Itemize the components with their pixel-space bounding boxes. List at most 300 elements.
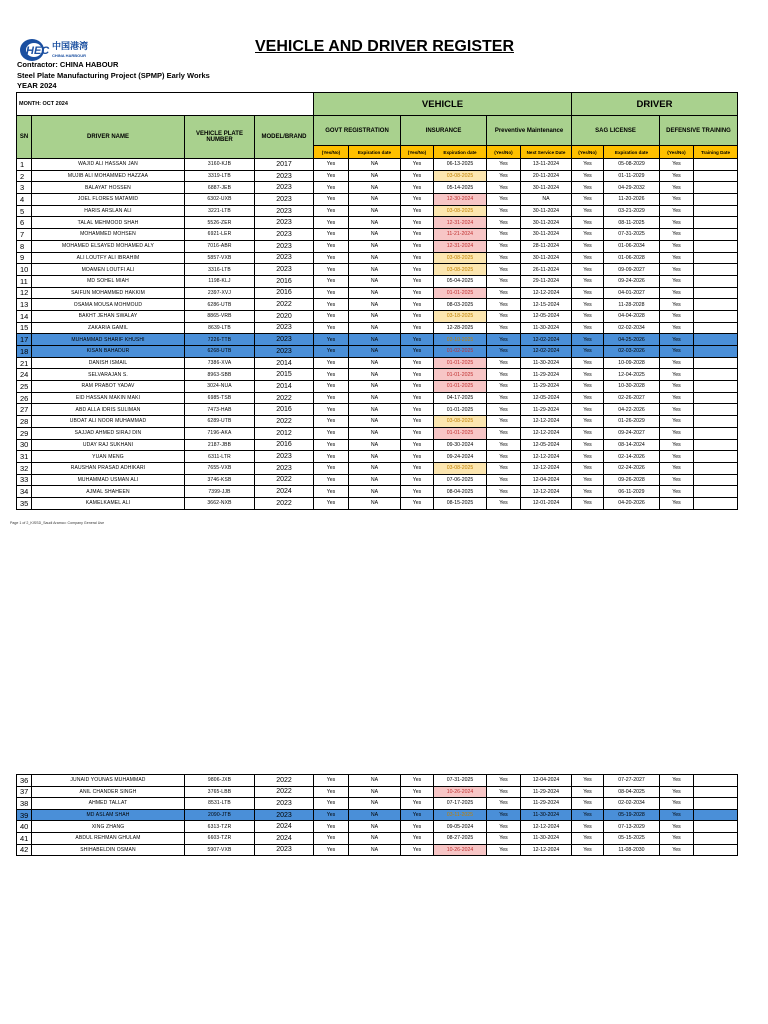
- cell-govt-yesno: Yes: [314, 786, 349, 798]
- cell-training-date: [694, 381, 738, 393]
- project-label: Steel Plate Manufacturing Project (SPMP) Early Works: [17, 71, 210, 80]
- table-row: [17, 451, 738, 463]
- cell-govt-yesno: Yes: [314, 252, 349, 264]
- cell-govt-expiry: NA: [349, 486, 401, 498]
- cell-sn: 9: [17, 252, 32, 264]
- cell-govt-yesno: Yes: [314, 310, 349, 322]
- year-label: YEAR 2024: [17, 81, 57, 90]
- cell-maintenance-yesno: Yes: [487, 474, 521, 486]
- col-sn: SN: [17, 116, 32, 159]
- cell-maintenance-yesno: Yes: [487, 844, 521, 856]
- cell-sag-expiry: 02-02-2034: [604, 322, 660, 334]
- cell-training-date: [694, 474, 738, 486]
- cell-model: 2020: [255, 310, 314, 322]
- cell-sag-expiry: 08-11-2025: [604, 217, 660, 229]
- cell-model: 2016: [255, 275, 314, 287]
- driver-group-header: DRIVER: [572, 93, 738, 116]
- cell-model: 2023: [255, 264, 314, 276]
- cell-maintenance-yesno: Yes: [487, 486, 521, 498]
- cell-insurance-expiry: 08-03-2025: [434, 299, 487, 311]
- cell-model: 2023: [255, 462, 314, 474]
- cell-sag-yesno: Yes: [572, 310, 604, 322]
- col-defensive-training: DEFENSIVE TRAINING: [660, 116, 738, 146]
- cell-insurance-yesno: Yes: [401, 427, 434, 439]
- cell-next-service: 30-11-2024: [521, 217, 572, 229]
- table-row: [17, 240, 738, 252]
- cell-model: 2016: [255, 287, 314, 299]
- cell-insurance-expiry: 05-04-2025: [434, 275, 487, 287]
- cell-training-yesno: Yes: [660, 369, 694, 381]
- cell-insurance-expiry: 01-02-2025: [434, 346, 487, 358]
- cell-insurance-yesno: Yes: [401, 194, 434, 206]
- svg-text:CHINA HARBOUR: CHINA HARBOUR: [52, 53, 87, 58]
- cell-sag-expiry: 09-24-2027: [604, 427, 660, 439]
- cell-maintenance-yesno: Yes: [487, 252, 521, 264]
- cell-sn: 11: [17, 275, 32, 287]
- cell-insurance-expiry: 03-08-2025: [434, 252, 487, 264]
- cell-training-yesno: Yes: [660, 392, 694, 404]
- cell-sag-yesno: Yes: [572, 159, 604, 171]
- cell-insurance-yesno: Yes: [401, 844, 434, 856]
- cell-plate: 6603-TZR: [185, 832, 255, 844]
- table-row: [17, 809, 738, 821]
- cell-plate: 7196-AKA: [185, 427, 255, 439]
- cell-insurance-expiry: 01-01-2025: [434, 404, 487, 416]
- cell-training-date: [694, 252, 738, 264]
- cell-maintenance-yesno: Yes: [487, 404, 521, 416]
- cell-govt-expiry: NA: [349, 275, 401, 287]
- sub-yes-no: (Yes/No): [314, 146, 349, 159]
- cell-training-yesno: Yes: [660, 310, 694, 322]
- cell-insurance-expiry: 01-01-2025: [434, 287, 487, 299]
- cell-insurance-yesno: Yes: [401, 275, 434, 287]
- cell-insurance-yesno: Yes: [401, 310, 434, 322]
- sub-yes-no: (Yes/No): [572, 146, 604, 159]
- cell-plate: 3160-KJB: [185, 159, 255, 171]
- cell-sag-yesno: Yes: [572, 182, 604, 194]
- cell-sag-expiry: 02-26-2027: [604, 392, 660, 404]
- cell-training-date: [694, 369, 738, 381]
- cell-sag-yesno: Yes: [572, 170, 604, 182]
- cell-maintenance-yesno: Yes: [487, 287, 521, 299]
- cell-model: 2022: [255, 416, 314, 428]
- cell-training-yesno: Yes: [660, 194, 694, 206]
- cell-govt-expiry: NA: [349, 497, 401, 509]
- cell-training-yesno: Yes: [660, 205, 694, 217]
- cell-model: 2022: [255, 474, 314, 486]
- cell-driver-name: ANIL CHANDER SINGH: [32, 786, 185, 798]
- cell-next-service: 12-02-2024: [521, 334, 572, 346]
- cell-insurance-expiry: 02-10-2025: [434, 334, 487, 346]
- cell-insurance-expiry: 03-08-2025: [434, 264, 487, 276]
- cell-insurance-yesno: Yes: [401, 474, 434, 486]
- cell-next-service: 11-30-2024: [521, 357, 572, 369]
- cell-model: 2023: [255, 229, 314, 241]
- cell-insurance-yesno: Yes: [401, 205, 434, 217]
- cell-maintenance-yesno: Yes: [487, 322, 521, 334]
- cell-training-yesno: Yes: [660, 299, 694, 311]
- cell-insurance-yesno: Yes: [401, 486, 434, 498]
- cell-sn: 26: [17, 392, 32, 404]
- cell-model: 2023: [255, 346, 314, 358]
- cell-model: 2023: [255, 170, 314, 182]
- cell-training-date: [694, 229, 738, 241]
- cell-govt-yesno: Yes: [314, 474, 349, 486]
- cell-driver-name: BALAYAT HOSSEN: [32, 182, 185, 194]
- cell-training-date: [694, 439, 738, 451]
- cell-insurance-yesno: Yes: [401, 346, 434, 358]
- cell-training-date: [694, 357, 738, 369]
- cell-sn: 2: [17, 170, 32, 182]
- cell-maintenance-yesno: Yes: [487, 217, 521, 229]
- cell-plate: 5857-VXB: [185, 252, 255, 264]
- page-footer: Page 1 of 2_KISSD_Saudi Aramco: Company General Use: [10, 521, 105, 525]
- col-sag-license: SAG LICENSE: [572, 116, 660, 146]
- cell-insurance-expiry: 07-06-2025: [434, 474, 487, 486]
- cell-training-date: [694, 775, 738, 787]
- cell-insurance-expiry: 01-01-2025: [434, 357, 487, 369]
- cell-govt-expiry: NA: [349, 357, 401, 369]
- cell-insurance-expiry: 05-14-2025: [434, 182, 487, 194]
- cell-insurance-expiry: 09-30-2024: [434, 439, 487, 451]
- cell-insurance-expiry: 01-01-2025: [434, 381, 487, 393]
- cell-sag-yesno: Yes: [572, 217, 604, 229]
- cell-maintenance-yesno: Yes: [487, 392, 521, 404]
- cell-govt-yesno: Yes: [314, 832, 349, 844]
- cell-next-service: 12-12-2024: [521, 462, 572, 474]
- cell-next-service: 12-15-2024: [521, 299, 572, 311]
- cell-sag-yesno: Yes: [572, 369, 604, 381]
- cell-plate: 8639-LTB: [185, 322, 255, 334]
- cell-insurance-expiry: 09-05-2024: [434, 821, 487, 833]
- cell-sn: 12: [17, 287, 32, 299]
- cell-govt-yesno: Yes: [314, 194, 349, 206]
- cell-govt-expiry: NA: [349, 170, 401, 182]
- cell-driver-name: MUHAMMAD USMAN ALI: [32, 474, 185, 486]
- cell-sag-expiry: 09-09-2027: [604, 264, 660, 276]
- cell-govt-expiry: NA: [349, 462, 401, 474]
- cell-model: 2023: [255, 334, 314, 346]
- cell-model: 2024: [255, 832, 314, 844]
- cell-plate: 1198-KLJ: [185, 275, 255, 287]
- cell-sn: 1: [17, 159, 32, 171]
- cell-sn: 36: [17, 775, 32, 787]
- cell-plate: 7399-JJB: [185, 486, 255, 498]
- cell-training-yesno: Yes: [660, 497, 694, 509]
- cell-sag-yesno: Yes: [572, 381, 604, 393]
- cell-driver-name: RAM PRABOT YADAV: [32, 381, 185, 393]
- cell-maintenance-yesno: Yes: [487, 205, 521, 217]
- cell-sn: 5: [17, 205, 32, 217]
- cell-govt-yesno: Yes: [314, 217, 349, 229]
- cell-govt-yesno: Yes: [314, 287, 349, 299]
- cell-plate: 7655-VXB: [185, 462, 255, 474]
- cell-insurance-yesno: Yes: [401, 451, 434, 463]
- cell-sag-yesno: Yes: [572, 357, 604, 369]
- cell-training-date: [694, 844, 738, 856]
- cell-model: 2016: [255, 439, 314, 451]
- cell-sag-expiry: 04-22-2026: [604, 404, 660, 416]
- table-row: [17, 170, 738, 182]
- cell-maintenance-yesno: Yes: [487, 369, 521, 381]
- cell-sn: 31: [17, 451, 32, 463]
- cell-insurance-expiry: 03-08-2025: [434, 205, 487, 217]
- cell-model: 2023: [255, 240, 314, 252]
- contractor-label: Contractor: CHINA HABOUR: [17, 60, 119, 69]
- cell-sag-yesno: Yes: [572, 462, 604, 474]
- cell-govt-expiry: NA: [349, 439, 401, 451]
- cell-plate: 7473-HAB: [185, 404, 255, 416]
- cell-sn: 38: [17, 798, 32, 810]
- cell-sag-expiry: 04-01-2027: [604, 287, 660, 299]
- cell-sag-expiry: 07-13-2029: [604, 821, 660, 833]
- cell-sag-expiry: 05-19-2028: [604, 809, 660, 821]
- table-row: [17, 322, 738, 334]
- cell-training-date: [694, 322, 738, 334]
- cell-plate: 3319-LTB: [185, 170, 255, 182]
- cell-sag-expiry: 11-20-2026: [604, 194, 660, 206]
- cell-sag-yesno: Yes: [572, 451, 604, 463]
- cell-maintenance-yesno: Yes: [487, 775, 521, 787]
- cell-sag-expiry: 11-08-2030: [604, 844, 660, 856]
- cell-sag-yesno: Yes: [572, 474, 604, 486]
- cell-insurance-yesno: Yes: [401, 392, 434, 404]
- col-model: MODEL/BRAND: [255, 116, 314, 159]
- cell-sag-yesno: Yes: [572, 392, 604, 404]
- cell-insurance-expiry: 10-26-2024: [434, 844, 487, 856]
- cell-govt-yesno: Yes: [314, 809, 349, 821]
- cell-govt-yesno: Yes: [314, 486, 349, 498]
- cell-next-service: 12-12-2024: [521, 427, 572, 439]
- cell-maintenance-yesno: Yes: [487, 346, 521, 358]
- cell-insurance-expiry: 10-26-2024: [434, 786, 487, 798]
- cell-maintenance-yesno: Yes: [487, 439, 521, 451]
- cell-insurance-expiry: 03-08-2025: [434, 462, 487, 474]
- cell-insurance-yesno: Yes: [401, 252, 434, 264]
- cell-training-yesno: Yes: [660, 809, 694, 821]
- cell-training-date: [694, 240, 738, 252]
- cell-maintenance-yesno: Yes: [487, 194, 521, 206]
- cell-sag-expiry: 06-11-2029: [604, 486, 660, 498]
- table-row: [17, 159, 738, 171]
- cell-driver-name: BAKHT JEHAN SWALAY: [32, 310, 185, 322]
- cell-govt-expiry: NA: [349, 474, 401, 486]
- cell-govt-expiry: NA: [349, 381, 401, 393]
- cell-next-service: 11-30-2024: [521, 809, 572, 821]
- cell-plate: 6289-UTB: [185, 416, 255, 428]
- cell-model: 2015: [255, 369, 314, 381]
- cell-govt-expiry: NA: [349, 798, 401, 810]
- cell-insurance-expiry: 12-31-2024: [434, 240, 487, 252]
- cell-sn: 28: [17, 416, 32, 428]
- cell-training-date: [694, 404, 738, 416]
- cell-training-yesno: Yes: [660, 427, 694, 439]
- cell-plate: 7016-ABR: [185, 240, 255, 252]
- cell-govt-expiry: NA: [349, 205, 401, 217]
- cell-insurance-yesno: Yes: [401, 287, 434, 299]
- cell-model: 2022: [255, 497, 314, 509]
- vehicle-group-header: VEHICLE: [314, 93, 572, 116]
- cell-maintenance-yesno: Yes: [487, 182, 521, 194]
- cell-training-yesno: Yes: [660, 474, 694, 486]
- cell-sag-yesno: Yes: [572, 229, 604, 241]
- cell-model: 2023: [255, 205, 314, 217]
- cell-next-service: 11-30-2024: [521, 832, 572, 844]
- cell-model: 2023: [255, 182, 314, 194]
- col-plate: VEHICLE PLATE NUMBER: [185, 116, 255, 159]
- cell-sag-expiry: 05-15-2025: [604, 832, 660, 844]
- sub-expiration-date: Expiration date: [604, 146, 660, 159]
- cell-maintenance-yesno: Yes: [487, 264, 521, 276]
- cell-plate: 3662-NXB: [185, 497, 255, 509]
- cell-insurance-expiry: 08-27-2025: [434, 832, 487, 844]
- register-table-page2: [16, 774, 738, 856]
- cell-driver-name: HARIS ARSLAN ALI: [32, 205, 185, 217]
- cell-sag-yesno: Yes: [572, 416, 604, 428]
- cell-training-date: [694, 798, 738, 810]
- sub-yes-no: (Yes/No): [660, 146, 694, 159]
- cell-govt-yesno: Yes: [314, 240, 349, 252]
- cell-sag-yesno: Yes: [572, 264, 604, 276]
- cell-govt-expiry: NA: [349, 844, 401, 856]
- cell-sn: 33: [17, 474, 32, 486]
- cell-model: 2014: [255, 357, 314, 369]
- svg-text:HEC: HEC: [26, 45, 50, 57]
- cell-sn: 29: [17, 427, 32, 439]
- cell-plate: 6921-LER: [185, 229, 255, 241]
- cell-driver-name: UDAY RAJ SUKHANI: [32, 439, 185, 451]
- table-row: [17, 381, 738, 393]
- cell-training-date: [694, 182, 738, 194]
- cell-govt-expiry: NA: [349, 346, 401, 358]
- cell-next-service: 20-11-2024: [521, 170, 572, 182]
- cell-training-date: [694, 170, 738, 182]
- cell-govt-yesno: Yes: [314, 392, 349, 404]
- cell-insurance-expiry: 12-31-2024: [434, 217, 487, 229]
- cell-sag-expiry: 04-20-2026: [604, 497, 660, 509]
- cell-sag-expiry: 04-29-2032: [604, 182, 660, 194]
- cell-govt-expiry: NA: [349, 392, 401, 404]
- cell-sag-yesno: Yes: [572, 334, 604, 346]
- cell-training-date: [694, 392, 738, 404]
- cell-govt-yesno: Yes: [314, 334, 349, 346]
- cell-next-service: 12-05-2024: [521, 310, 572, 322]
- cell-sn: 14: [17, 310, 32, 322]
- cell-govt-expiry: NA: [349, 159, 401, 171]
- cell-govt-yesno: Yes: [314, 416, 349, 428]
- cell-next-service: 29-11-2024: [521, 275, 572, 287]
- cell-training-yesno: Yes: [660, 381, 694, 393]
- cell-insurance-yesno: Yes: [401, 264, 434, 276]
- table-row: [17, 462, 738, 474]
- cell-next-service: 13-11-2024: [521, 159, 572, 171]
- cell-plate: 2187-JBB: [185, 439, 255, 451]
- cell-training-yesno: Yes: [660, 404, 694, 416]
- cell-sag-yesno: Yes: [572, 404, 604, 416]
- cell-insurance-yesno: Yes: [401, 217, 434, 229]
- table-row: [17, 252, 738, 264]
- cell-govt-yesno: Yes: [314, 170, 349, 182]
- cell-training-yesno: Yes: [660, 844, 694, 856]
- cell-maintenance-yesno: Yes: [487, 798, 521, 810]
- cell-sn: 35: [17, 497, 32, 509]
- register-rows-page1: [17, 159, 738, 510]
- cell-training-yesno: Yes: [660, 334, 694, 346]
- cell-training-yesno: Yes: [660, 217, 694, 229]
- cell-plate: 5907-VXB: [185, 844, 255, 856]
- cell-sag-expiry: 10-09-2028: [604, 357, 660, 369]
- cell-govt-yesno: Yes: [314, 427, 349, 439]
- cell-insurance-yesno: Yes: [401, 381, 434, 393]
- cell-insurance-yesno: Yes: [401, 832, 434, 844]
- table-row: [17, 474, 738, 486]
- cell-govt-yesno: Yes: [314, 404, 349, 416]
- cell-govt-expiry: NA: [349, 299, 401, 311]
- cell-govt-yesno: Yes: [314, 798, 349, 810]
- cell-next-service: 12-04-2024: [521, 775, 572, 787]
- cell-sag-yesno: Yes: [572, 194, 604, 206]
- cell-insurance-expiry: 04-17-2025: [434, 392, 487, 404]
- cell-sag-expiry: 01-06-2028: [604, 252, 660, 264]
- cell-training-yesno: Yes: [660, 798, 694, 810]
- table-row: [17, 392, 738, 404]
- cell-sag-yesno: Yes: [572, 497, 604, 509]
- table-row: [17, 798, 738, 810]
- cell-maintenance-yesno: Yes: [487, 427, 521, 439]
- table-row: [17, 786, 738, 798]
- cell-plate: 6313-TZR: [185, 821, 255, 833]
- cell-govt-yesno: Yes: [314, 497, 349, 509]
- cell-sag-yesno: Yes: [572, 786, 604, 798]
- cell-next-service: 30-11-2024: [521, 229, 572, 241]
- cell-sag-expiry: 02-02-2034: [604, 798, 660, 810]
- cell-next-service: 30-11-2024: [521, 205, 572, 217]
- cell-training-yesno: Yes: [660, 357, 694, 369]
- cell-driver-name: MOHAMMED MOHSEN: [32, 229, 185, 241]
- cell-training-date: [694, 427, 738, 439]
- cell-plate: 8531-LTB: [185, 798, 255, 810]
- cell-next-service: 11-30-2024: [521, 322, 572, 334]
- cell-sag-expiry: 01-11-2029: [604, 170, 660, 182]
- cell-maintenance-yesno: Yes: [487, 357, 521, 369]
- cell-sn: 40: [17, 821, 32, 833]
- cell-plate: 5526-ZER: [185, 217, 255, 229]
- cell-plate: 6302-UXB: [185, 194, 255, 206]
- cell-govt-yesno: Yes: [314, 182, 349, 194]
- cell-govt-yesno: Yes: [314, 229, 349, 241]
- cell-driver-name: WAJID ALI HASSAN JAN: [32, 159, 185, 171]
- table-row: [17, 427, 738, 439]
- cell-training-date: [694, 786, 738, 798]
- cell-sag-yesno: Yes: [572, 252, 604, 264]
- cell-sag-yesno: Yes: [572, 346, 604, 358]
- cell-sag-yesno: Yes: [572, 775, 604, 787]
- cell-driver-name: MUJIB ALI MOHAMMED HAZZAA: [32, 170, 185, 182]
- cell-driver-name: UBOAT ALI NOOR MUHAMMAD: [32, 416, 185, 428]
- sub-yes-no: (Yes/No): [401, 146, 434, 159]
- cell-maintenance-yesno: Yes: [487, 381, 521, 393]
- cell-insurance-yesno: Yes: [401, 182, 434, 194]
- table-row: [17, 486, 738, 498]
- cell-insurance-yesno: Yes: [401, 159, 434, 171]
- table-row: [17, 832, 738, 844]
- cell-maintenance-yesno: Yes: [487, 159, 521, 171]
- cell-insurance-yesno: Yes: [401, 416, 434, 428]
- cell-maintenance-yesno: Yes: [487, 334, 521, 346]
- cell-training-yesno: Yes: [660, 159, 694, 171]
- cell-sag-expiry: 11-28-2028: [604, 299, 660, 311]
- cell-sn: 37: [17, 786, 32, 798]
